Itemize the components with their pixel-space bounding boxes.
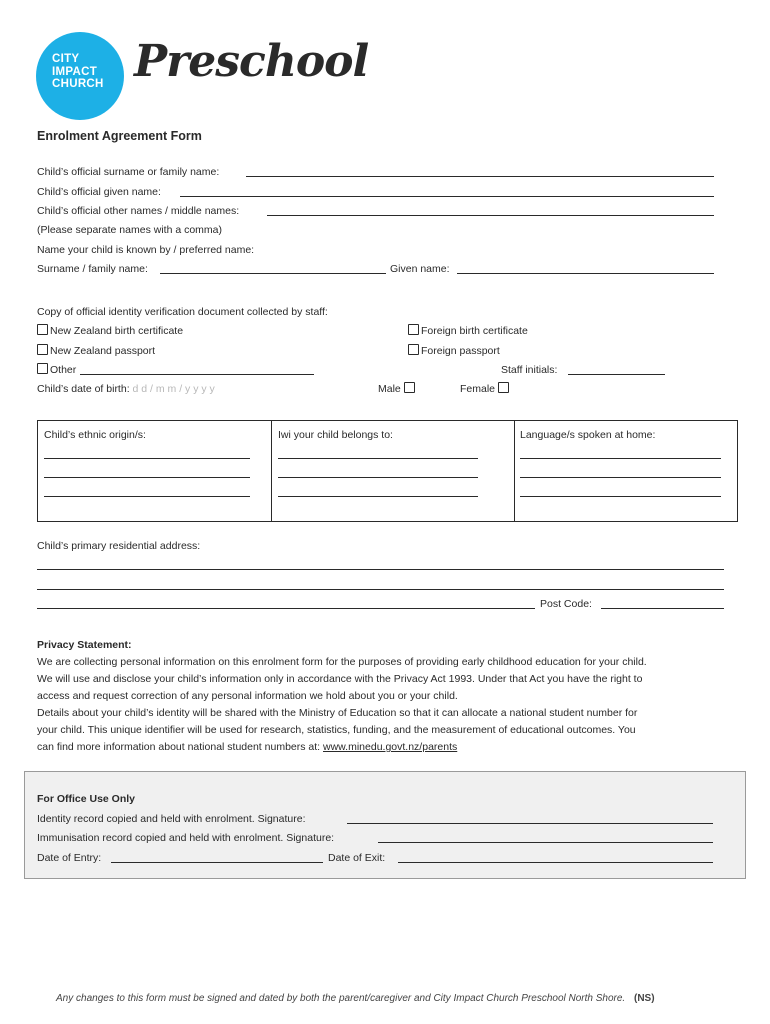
language-input[interactable] xyxy=(520,466,721,478)
footer-text: Any changes to this form must be signed and dated by both the parent/caregiver and City Impact Church Preschool North Shore. xyxy=(56,993,626,1004)
privacy-text xyxy=(37,654,737,756)
other-option[interactable] xyxy=(37,363,76,377)
preschool-wordmark: Preschool xyxy=(134,36,369,87)
checkbox[interactable] xyxy=(408,324,419,335)
logo-text xyxy=(52,53,104,91)
form-title: Enrolment Agreement Form xyxy=(37,129,202,143)
option-label: Foreign passport xyxy=(421,345,500,357)
ethnic-origin-header: Child’s ethnic origin/s: xyxy=(44,429,146,441)
immunisation-signature-input[interactable] xyxy=(378,831,713,843)
privacy-line xyxy=(37,739,737,756)
column-divider xyxy=(271,421,272,521)
identity-signature-input[interactable] xyxy=(347,812,713,824)
office-heading: For Office Use Only xyxy=(37,793,136,805)
language-header: Language/s spoken at home: xyxy=(520,429,656,441)
privacy-last-text: can find more information about national student numbers at: xyxy=(37,741,324,753)
option-label: New Zealand passport xyxy=(50,345,156,357)
option-label: Foreign birth certificate xyxy=(421,325,528,337)
privacy-line: We are collecting personal information on this enrolment form for the purposes of providing early childhood education for your child. xyxy=(37,656,647,668)
separate-note: (Please separate names with a comma) xyxy=(37,224,222,236)
foreign-birth-option[interactable] xyxy=(408,324,528,338)
post-code-input[interactable] xyxy=(601,597,724,609)
female-label: Female xyxy=(460,383,496,395)
identity-record-label: Identity record copied and held with enrolment. Signature: xyxy=(37,813,306,825)
option-label: Other xyxy=(50,364,77,376)
checkbox[interactable] xyxy=(404,382,415,393)
footer-note xyxy=(56,993,655,1004)
checkbox[interactable] xyxy=(37,344,48,355)
female-option[interactable] xyxy=(460,382,511,396)
checkbox[interactable] xyxy=(37,324,48,335)
identity-heading: Copy of official identity verification document collected by staff: xyxy=(37,306,328,318)
minedu-link[interactable]: www.minedu.govt.nz/parents xyxy=(323,741,458,753)
nz-passport-option[interactable] xyxy=(37,344,155,358)
pref-given-label: Given name: xyxy=(390,263,450,275)
immunisation-label: Immunisation record copied and held with enrolment. Signature: xyxy=(37,832,335,844)
other-names-input[interactable] xyxy=(267,204,714,216)
privacy-line: Details about your child’s identity will be shared with the Ministry of Education so that it can allocate a national student number for xyxy=(37,707,638,719)
surname-label: Child’s official surname or family name: xyxy=(37,166,220,178)
language-input[interactable] xyxy=(520,447,721,459)
post-code-label: Post Code: xyxy=(540,598,592,610)
staff-initials-input[interactable] xyxy=(568,363,665,375)
language-input[interactable] xyxy=(520,485,721,497)
other-names-label: Child’s official other names / middle names: xyxy=(37,205,240,217)
logo-line: IMPACT xyxy=(52,65,98,78)
date-entry-label: Date of Entry: xyxy=(37,852,102,864)
given-name-label: Child’s official given name: xyxy=(37,186,161,198)
privacy-line: access and request correction of any personal information we hold about you or your child. xyxy=(37,690,458,702)
male-option[interactable] xyxy=(378,382,417,396)
logo-line: CHURCH xyxy=(52,78,104,90)
foreign-passport-option[interactable] xyxy=(408,344,500,358)
ethnic-origin-input[interactable] xyxy=(44,447,250,459)
pref-surname-input[interactable] xyxy=(160,262,386,274)
pref-surname-label: Surname / family name: xyxy=(37,263,148,275)
given-name-input[interactable] xyxy=(180,185,714,197)
iwi-input[interactable] xyxy=(278,447,478,459)
column-divider xyxy=(514,421,515,521)
iwi-header: Iwi your child belongs to: xyxy=(278,429,393,441)
iwi-input[interactable] xyxy=(278,466,478,478)
privacy-line: your child. This unique identifier will be used for research, statistics, funding, and the measurement of educational outcomes. You xyxy=(37,724,636,736)
known-by-label: Name your child is known by / preferred name: xyxy=(37,244,255,256)
surname-input[interactable] xyxy=(246,165,714,177)
address-line-2[interactable] xyxy=(37,578,724,590)
date-entry-input[interactable] xyxy=(111,851,323,863)
ethnic-origin-input[interactable] xyxy=(44,466,250,478)
address-line-1[interactable] xyxy=(37,558,724,570)
address-label: Child’s primary residential address: xyxy=(37,540,201,552)
pref-given-input[interactable] xyxy=(457,262,714,274)
iwi-input[interactable] xyxy=(278,485,478,497)
dob-input[interactable]: d d / m m / y y y y xyxy=(132,383,215,395)
date-exit-label: Date of Exit: xyxy=(328,852,386,864)
privacy-heading: Privacy Statement: xyxy=(37,639,132,651)
male-label: Male xyxy=(378,383,401,395)
staff-initials-label: Staff initials: xyxy=(501,364,558,376)
privacy-line: We will use and disclose your child’s information only in accordance with the Privacy Act 1993. Under that Act you have the right to xyxy=(37,673,643,685)
dob-label: Child’s date of birth: xyxy=(37,383,130,395)
checkbox[interactable] xyxy=(408,344,419,355)
nz-birth-option[interactable] xyxy=(37,324,183,338)
logo-line: CITY xyxy=(52,53,80,65)
date-exit-input[interactable] xyxy=(398,851,713,863)
checkbox[interactable] xyxy=(37,363,48,374)
ethnic-origin-input[interactable] xyxy=(44,485,250,497)
dob-row xyxy=(37,382,215,396)
option-label: New Zealand birth certificate xyxy=(50,325,184,337)
checkbox[interactable] xyxy=(498,382,509,393)
address-line-3[interactable] xyxy=(37,597,535,609)
office-use-box xyxy=(24,771,746,879)
ethnicity-table xyxy=(37,420,738,522)
footer-code: (NS) xyxy=(633,993,655,1004)
other-doc-input[interactable] xyxy=(80,363,314,375)
